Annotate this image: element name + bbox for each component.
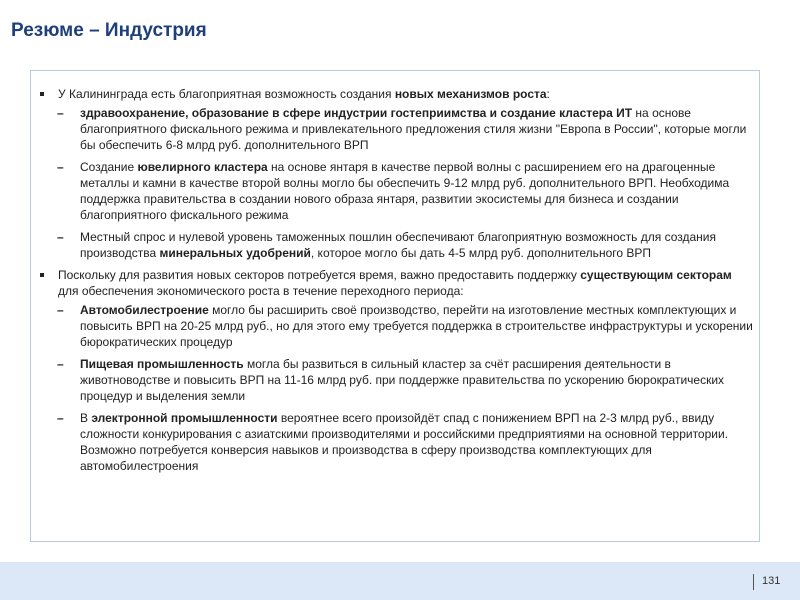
emphasis-text: электронной промышленности [91, 411, 278, 425]
emphasis-text: ювелирного кластера [137, 160, 268, 174]
page-title: Резюме – Индустрия [11, 20, 207, 41]
text-run: на основе янтаря в качестве первой волны с расширением его на драгоценные металлы и камни в качестве второй волны могло бы обеспечить 9-12 млрд руб. дополнительного ВРП. Необходима поддержка правительства в создании нового образа янтаря, развитии экосистемы для бизнеса и создании благоприятного фискального режима [80, 160, 730, 222]
summary-content [38, 86, 754, 480]
bullet-item [38, 86, 754, 102]
text-run: могло бы расширить своё производство, перейти на изготовление местных комплектующих и повысить ВРП на 20-25 млрд руб., но для этого ему требуется поддержка в строительстве инфраструктуры и ускорении бюрократических процедур [80, 303, 753, 349]
sub-bullet-text [80, 105, 754, 153]
text-run: Создание [80, 160, 138, 174]
sub-bullet-text [80, 159, 754, 223]
bullet-item [38, 267, 754, 299]
text-run: на основе благоприятного фискального режима и привлекательного предложения стиля жизни "Европа в России", которые могли бы обеспечить 6-8 млрд руб. дополнительного ВРП [80, 106, 747, 152]
dash-bullet-icon: – [57, 160, 64, 174]
dash-bullet-icon: – [57, 303, 64, 317]
emphasis-text: новых механизмов роста [394, 87, 547, 101]
text-run: В [80, 411, 92, 425]
dash-bullet-icon: – [57, 357, 64, 371]
text-run: : [546, 87, 550, 101]
text-run: Поскольку для развития новых секторов потребуется время, важно предоставить поддержку [58, 268, 581, 282]
text-run: Местный спрос и нулевой уровень таможенных пошлин обеспечивают благоприятную возможность для создания производства [80, 230, 716, 260]
text-run: , которое могло бы дать 4-5 млрд руб. дополнительного ВРП [310, 246, 651, 260]
emphasis-text: минеральных удобрений [159, 246, 311, 260]
footer-bar [0, 562, 800, 600]
sub-bullet-item [38, 356, 754, 404]
text-run: У Калининграда есть благоприятная возможность создания [58, 87, 395, 101]
text-run: для обеспечения экономического роста в течение переходного периода: [58, 284, 464, 298]
bullet-text [58, 86, 754, 102]
sub-bullet-item [38, 229, 754, 261]
emphasis-text: существующим секторам [580, 268, 732, 282]
page-number-divider [753, 574, 754, 590]
sub-bullet-text [80, 356, 754, 404]
sub-bullet-text [80, 229, 754, 261]
page-number: 131 [762, 575, 781, 587]
dash-bullet-icon: – [57, 411, 64, 425]
text-run: могла бы развиться в сильный кластер за счёт расширения деятельности в животноводстве и повысить ВРП на 11-16 млрд руб. при поддержке правительства по ускорению бюрократических процедур и выделения земли [80, 357, 725, 403]
sub-bullet-item [38, 410, 754, 474]
emphasis-text: здравоохранение, образование в сфере индустрии гостеприимства и создание кластера ИТ [80, 106, 633, 120]
square-bullet-icon [40, 273, 44, 277]
sub-bullet-item [38, 159, 754, 223]
sub-bullet-text [80, 302, 754, 350]
dash-bullet-icon: – [57, 106, 64, 120]
emphasis-text: Автомобилестроение [80, 303, 209, 317]
text-run: вероятнее всего произойдёт спад с понижением ВРП на 2-3 млрд руб., ввиду сложности конкурирования с азиатскими производителями и российскими предприятиями на основной территории. Возможно потребуется конверсия навыков и производства в сферу производства комплектующих для автомобилестроения [80, 411, 729, 473]
sub-bullet-item [38, 105, 754, 153]
sub-bullet-item [38, 302, 754, 350]
sub-bullet-text [80, 410, 754, 474]
emphasis-text: Пищевая промышленность [80, 357, 244, 371]
dash-bullet-icon: – [57, 230, 64, 244]
square-bullet-icon [40, 92, 44, 96]
bullet-text [58, 267, 754, 299]
